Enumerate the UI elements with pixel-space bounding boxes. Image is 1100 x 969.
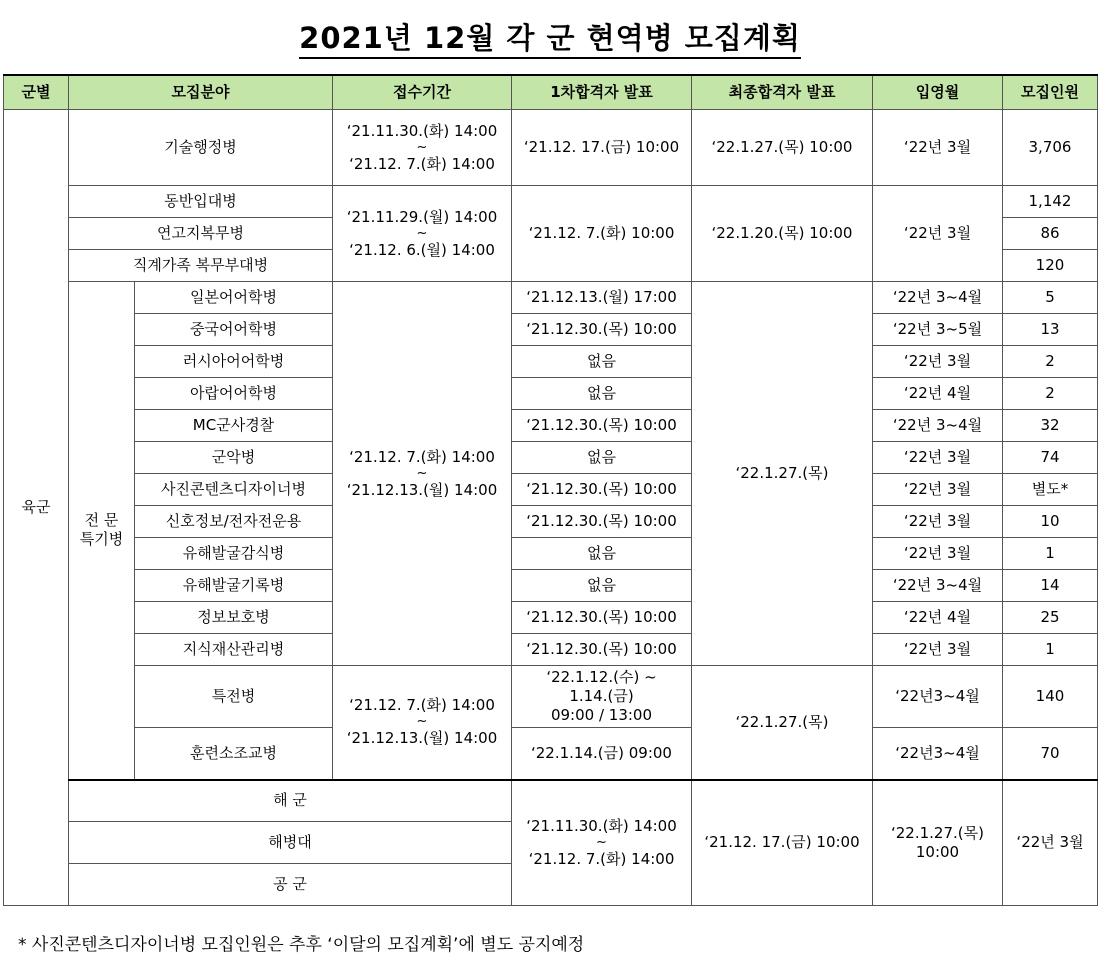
recruit-count: 86 bbox=[1003, 218, 1098, 250]
recruit-count: 32 bbox=[1003, 410, 1098, 442]
table-row bbox=[4, 570, 1098, 602]
table-row bbox=[4, 474, 1098, 506]
field-name: 일본어어학병 bbox=[135, 282, 333, 314]
table-row bbox=[4, 186, 1098, 218]
page-title: 2021년 12월 각 군 현역병 모집계획 bbox=[0, 16, 1100, 57]
recruit-count: 140 bbox=[1003, 666, 1098, 728]
recruit-count: 70 bbox=[1003, 728, 1098, 780]
apply-period: ‘21.11.30.(화) 14:00 ~ ‘21.12. 7.(화) 14:00 bbox=[333, 110, 512, 186]
table-row bbox=[4, 538, 1098, 570]
first-announce: 없음 bbox=[512, 570, 692, 602]
first-announce: 없음 bbox=[512, 442, 692, 474]
branch-army: 육군 bbox=[4, 110, 69, 906]
first-announce: ‘21.12.30.(목) 10:00 bbox=[512, 314, 692, 346]
header-count: 모집인원 bbox=[1003, 75, 1098, 110]
enlist-month: ‘22년 3월 bbox=[873, 474, 1003, 506]
first-announce: ‘22.1.14.(금) 09:00 bbox=[512, 728, 692, 780]
table-row bbox=[4, 110, 1098, 186]
first-announce: ‘21.12. 17.(금) 10:00 bbox=[692, 780, 873, 906]
table-row bbox=[4, 346, 1098, 378]
first-announce: ‘21.12. 17.(금) 10:00 bbox=[512, 110, 692, 186]
recruit-count: 별도* bbox=[1003, 474, 1098, 506]
enlist-month: ‘22년 3월 bbox=[873, 186, 1003, 282]
field-name: 동반입대병 bbox=[69, 186, 333, 218]
enlist-month: ‘22년 3~4월 bbox=[873, 282, 1003, 314]
table-row bbox=[4, 506, 1098, 538]
field-name: 연고지복무병 bbox=[69, 218, 333, 250]
first-announce: ‘22.1.12.(수) ~ 1.14.(금) 09:00 / 13:00 bbox=[512, 666, 692, 728]
final-announce: ‘22.1.27.(목) bbox=[692, 282, 873, 666]
first-announce: ‘21.12. 7.(화) 10:00 bbox=[512, 186, 692, 282]
first-announce: 없음 bbox=[512, 346, 692, 378]
final-announce: ‘22.1.27.(목) bbox=[692, 666, 873, 780]
first-announce: ‘21.12.30.(목) 10:00 bbox=[512, 634, 692, 666]
recruit-count: 1 bbox=[1003, 634, 1098, 666]
table-row bbox=[4, 602, 1098, 634]
first-announce: ‘21.12.30.(목) 10:00 bbox=[512, 410, 692, 442]
enlist-month: ‘22년 4월 bbox=[873, 602, 1003, 634]
field-name: 유해발굴감식병 bbox=[135, 538, 333, 570]
field-name: 직계가족 복무부대병 bbox=[69, 250, 333, 282]
table-row bbox=[4, 634, 1098, 666]
apply-period: ‘21.11.30.(화) 14:00 ~ ‘21.12. 7.(화) 14:00 bbox=[512, 780, 692, 906]
header-first: 1차합격자 발표 bbox=[512, 75, 692, 110]
recruit-count: 14 bbox=[1003, 570, 1098, 602]
enlist-month: ‘22년 3~5월 bbox=[873, 314, 1003, 346]
recruit-count: 3,706 bbox=[1003, 110, 1098, 186]
recruit-count: 2 bbox=[1003, 346, 1098, 378]
field-name: 특전병 bbox=[135, 666, 333, 728]
header-final: 최종합격자 발표 bbox=[692, 75, 873, 110]
field-name: 유해발굴기록병 bbox=[135, 570, 333, 602]
first-announce: ‘21.12.13.(월) 17:00 bbox=[512, 282, 692, 314]
final-announce: ‘22.1.27.(목) 10:00 bbox=[692, 110, 873, 186]
recruit-count: 10 bbox=[1003, 506, 1098, 538]
enlist-month: ‘22년 4월 bbox=[873, 378, 1003, 410]
final-announce: ‘22.1.20.(목) 10:00 bbox=[692, 186, 873, 282]
field-name: 기술행정병 bbox=[69, 110, 333, 186]
field-name: 지식재산관리병 bbox=[135, 634, 333, 666]
branch-airforce: 공 군 bbox=[69, 864, 512, 906]
enlist-month: ‘22년 3월 bbox=[873, 538, 1003, 570]
field-name: 중국어어학병 bbox=[135, 314, 333, 346]
enlist-month: ‘22년 3월 bbox=[873, 506, 1003, 538]
recruit-count: 1 bbox=[1003, 538, 1098, 570]
branch-navy: 해 군 bbox=[69, 780, 512, 822]
table-row bbox=[4, 666, 1098, 728]
final-announce: ‘22.1.27.(목) 10:00 bbox=[873, 780, 1003, 906]
enlist-month: ‘22년 3~4월 bbox=[873, 410, 1003, 442]
recruit-count: 2 bbox=[1003, 378, 1098, 410]
branch-marines: 해병대 bbox=[69, 822, 512, 864]
recruit-count: 1,142 bbox=[1003, 186, 1098, 218]
field-name: 러시아어어학병 bbox=[135, 346, 333, 378]
field-name: 정보보호병 bbox=[135, 602, 333, 634]
table-row bbox=[4, 442, 1098, 474]
field-name: 훈련소조교병 bbox=[135, 728, 333, 780]
table-row bbox=[4, 410, 1098, 442]
recruit-count: 25 bbox=[1003, 602, 1098, 634]
apply-period: ‘21.12. 7.(화) 14:00 ~ ‘21.12.13.(월) 14:00 bbox=[333, 282, 512, 666]
enlist-month: ‘22년 3월 bbox=[873, 346, 1003, 378]
enlist-month: ‘22년 3월 bbox=[873, 634, 1003, 666]
table-row bbox=[4, 282, 1098, 314]
first-announce: 없음 bbox=[512, 378, 692, 410]
header-enlist: 입영월 bbox=[873, 75, 1003, 110]
table-row bbox=[4, 314, 1098, 346]
enlist-month: ‘22년3~4월 bbox=[873, 728, 1003, 780]
recruit-count: 13 bbox=[1003, 314, 1098, 346]
field-name: 신호정보/전자전운용 bbox=[135, 506, 333, 538]
field-name: 사진콘텐츠디자이너병 bbox=[135, 474, 333, 506]
apply-period: ‘21.12. 7.(화) 14:00 ~ ‘21.12.13.(월) 14:00 bbox=[333, 666, 512, 780]
recruit-count: 5 bbox=[1003, 282, 1098, 314]
header-field: 모집분야 bbox=[69, 75, 333, 110]
footnote: * 사진콘텐츠디자이너병 모집인원은 추후 ‘이달의 모집계획’에 별도 공지예정 bbox=[18, 935, 585, 955]
header-row bbox=[4, 75, 1098, 110]
header-branch: 군별 bbox=[4, 75, 69, 110]
table-row bbox=[4, 780, 1098, 822]
apply-period: ‘21.11.29.(월) 14:00 ~ ‘21.12. 6.(월) 14:00 bbox=[333, 186, 512, 282]
enlist-month: ‘22년3~4월 bbox=[873, 666, 1003, 728]
header-apply: 접수기간 bbox=[333, 75, 512, 110]
first-announce: ‘21.12.30.(목) 10:00 bbox=[512, 602, 692, 634]
table-row bbox=[4, 728, 1098, 780]
first-announce: ‘21.12.30.(목) 10:00 bbox=[512, 474, 692, 506]
table-row bbox=[4, 378, 1098, 410]
enlist-month: ‘22년 3~4월 bbox=[873, 570, 1003, 602]
field-name: 군악병 bbox=[135, 442, 333, 474]
first-announce: ‘21.12.30.(목) 10:00 bbox=[512, 506, 692, 538]
first-announce: 없음 bbox=[512, 538, 692, 570]
enlist-month: ‘22년 3월 bbox=[1003, 780, 1098, 906]
recruit-count: 120 bbox=[1003, 250, 1098, 282]
field-name: MC군사경찰 bbox=[135, 410, 333, 442]
enlist-month: ‘22년 3월 bbox=[873, 110, 1003, 186]
enlist-month: ‘22년 3월 bbox=[873, 442, 1003, 474]
field-name: 아랍어어학병 bbox=[135, 378, 333, 410]
specialist-label: 전 문 특기병 bbox=[69, 282, 135, 780]
recruit-count: 74 bbox=[1003, 442, 1098, 474]
recruitment-table bbox=[3, 74, 1098, 906]
